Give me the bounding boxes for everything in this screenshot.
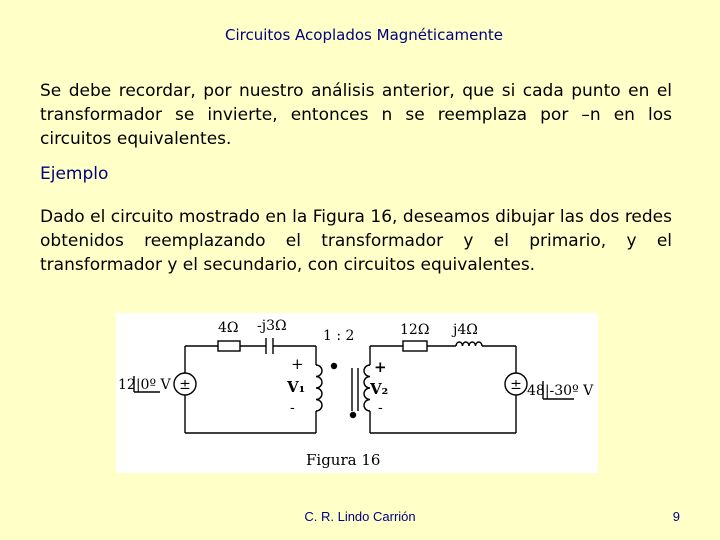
- primary-coil: [316, 365, 322, 411]
- polarity-dot-secondary: [350, 412, 356, 418]
- label-r2: 12Ω: [400, 322, 430, 338]
- label-source-left: 12|0º V: [118, 377, 171, 393]
- example-heading: Ejemplo: [40, 164, 109, 184]
- paragraph-example: Dado el circuito mostrado en la Figura 16, deseamos dibujar las dos redes obtenidos reemplazando el transformador y el primario, y el transformador y el secundario, con circuitos equivalentes.: [40, 207, 672, 275]
- label-v1: V₁: [287, 378, 306, 396]
- label-ratio: 1 : 2: [323, 328, 355, 344]
- label-r1: 4Ω: [218, 320, 239, 336]
- label-l1: j4Ω: [453, 322, 478, 338]
- resistor-4ohm: [218, 341, 240, 351]
- circuit-diagram: [116, 313, 598, 473]
- circuit-figure: [116, 313, 598, 473]
- label-source-right: 48|-30º V: [527, 383, 594, 399]
- source-left-sign: ±: [179, 377, 191, 393]
- resistor-12ohm: [403, 341, 427, 351]
- v2-minus: -: [378, 400, 383, 416]
- paragraph-dot-inversion: Se debe recordar, por nuestro análisis anterior, que si cada punto en el transformador se invierte, entonces n se reemplaza por –n en los circuitos equivalentes.: [40, 81, 672, 149]
- inductor-j4: [456, 342, 482, 346]
- source-right-sign: ±: [510, 377, 522, 393]
- label-v2: V₂: [370, 380, 389, 398]
- figure-caption: Figura 16: [306, 451, 381, 469]
- v1-minus: -: [290, 400, 295, 416]
- page-number: 9: [672, 509, 680, 524]
- polarity-dot-primary: [331, 363, 337, 369]
- label-c1: -j3Ω: [257, 318, 287, 334]
- v1-plus: +: [291, 355, 304, 373]
- slide-title: Circuitos Acoplados Magnéticamente: [225, 26, 503, 44]
- v2-plus: +: [374, 358, 387, 376]
- footer-author: C. R. Lindo Carrión: [304, 509, 416, 524]
